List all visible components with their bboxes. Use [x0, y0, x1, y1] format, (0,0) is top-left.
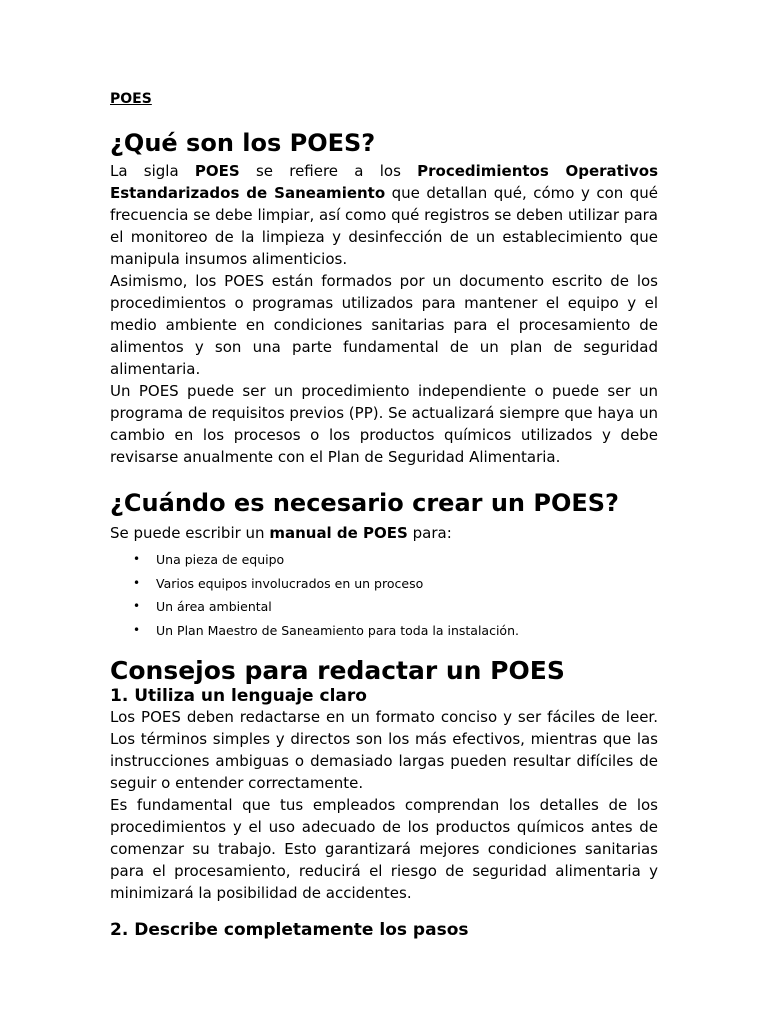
section-what-are-poes [110, 128, 658, 468]
step-heading-clear-language: 1. Utiliza un lenguaje claro [110, 686, 367, 706]
text-run: La sigla [110, 162, 195, 180]
bold-term-manual: manual de POES [269, 524, 408, 542]
text-run: que detallan qué, cómo y con qué frecuencia se debe limpiar, así como qué registros se deben utilizar para el monitoreo de la limpieza y desinfección de un establecimiento que manipula insumos alimenticios. [110, 184, 658, 268]
list-item [133, 548, 658, 572]
list-item [133, 619, 658, 643]
section-writing-tips [110, 656, 658, 940]
bullet-list [110, 548, 658, 642]
text-run: para: [407, 524, 452, 542]
list-item [133, 572, 658, 596]
text-run: se refiere a los [239, 162, 418, 180]
section-when-to-create [110, 488, 658, 642]
list-item-text: Una pieza de equipo [156, 552, 285, 567]
paragraph-updates: Un POES puede ser un procedimiento independiente o puede ser un programa de requisitos previos (PP). Se actualizará siempre que haya un cambio en los procesos o los productos químicos utilizados y debe revisarse anualmente con el Plan de Seguridad Alimentaria. [110, 382, 658, 466]
bold-term-poes: POES [194, 162, 240, 180]
step-heading-describe-steps: 2. Describe completamente los pasos [110, 920, 469, 940]
paragraph-manual-intro [110, 522, 658, 544]
section-heading-writing-tips: Consejos para redactar un POES [110, 656, 565, 685]
paragraph-composition: Asimismo, los POES están formados por un documento escrito de los procedimientos o programas utilizados para mantener el equipo y el medio ambiente en condiciones sanitarias para el procesamiento de alimentos y son una parte fundamental de un plan de seguridad alimentaria. [110, 272, 658, 378]
bullet-icon: • [133, 622, 141, 637]
section-heading-what-are-poes: ¿Qué son los POES? [110, 129, 376, 157]
bold-term-procedimientos: Procedimientos Operativos Estandarizados de Saneamiento [110, 162, 658, 202]
text-run: Se puede escribir un [110, 524, 270, 542]
list-item-text: Un área ambiental [156, 599, 272, 614]
section-heading-when-to-create: ¿Cuándo es necesario crear un POES? [110, 489, 619, 517]
bullet-icon: • [133, 552, 141, 566]
list-item-text: Un Plan Maestro de Saneamiento para toda la instalación. [156, 622, 519, 638]
paragraph-concise-format: Los POES deben redactarse en un formato conciso y ser fáciles de leer. Los términos simples y directos son los más efectivos, mientras que las instrucciones ambiguas o demasiado largas pueden resultar difíciles de seguir o entender correctamente. [110, 708, 658, 792]
bullet-icon: • [133, 599, 141, 613]
list-item-text: Varios equipos involucrados en un proceso [156, 575, 424, 591]
document-label: POES [110, 91, 152, 107]
paragraph-employee-understanding: Es fundamental que tus empleados comprendan los detalles de los procedimientos y el uso adecuado de los productos químicos antes de comenzar su trabajo. Esto garantizará mejores condiciones sanitarias para el procesamiento, reducirá el riesgo de seguridad alimentaria y minimizará la posibilidad de accidentes. [110, 796, 658, 902]
list-item [133, 595, 658, 619]
paragraph-definition [110, 160, 658, 270]
bullet-icon: • [133, 575, 141, 590]
